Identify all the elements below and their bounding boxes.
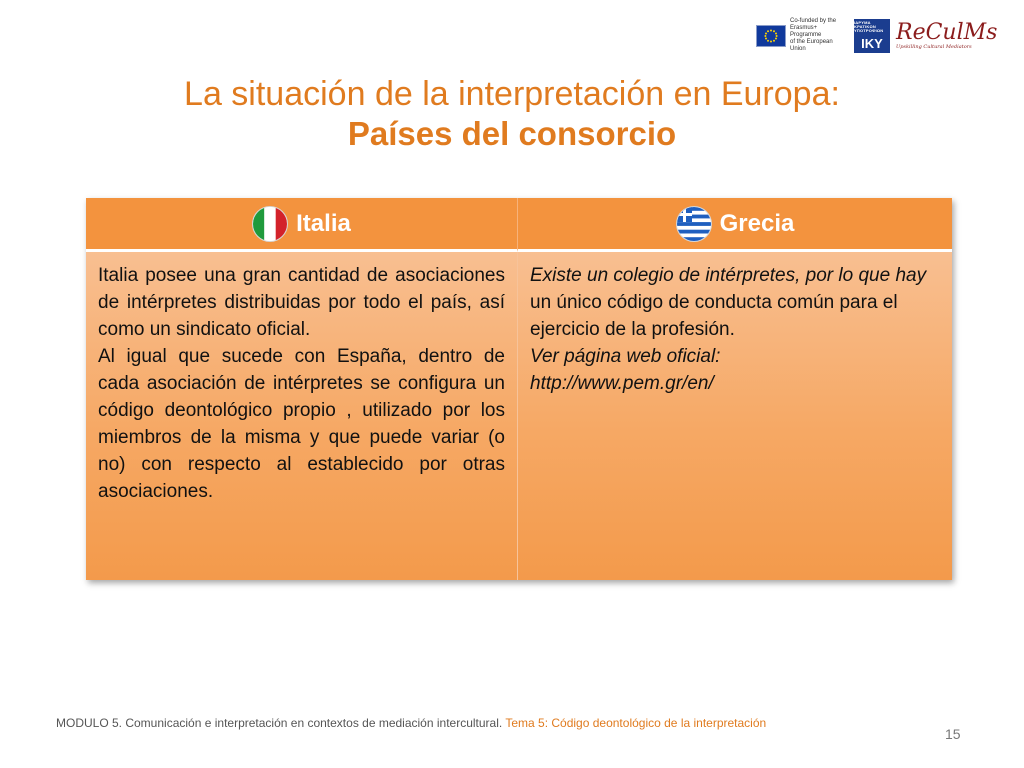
iky-logo-text: IKY xyxy=(861,35,883,51)
partner-logos xyxy=(756,18,997,53)
header-label-grecia: Grecia xyxy=(719,209,795,237)
grecia-link-url[interactable]: http://www.pem.gr/en/ xyxy=(530,373,714,394)
eu-logo-text: Co-funded by the Erasmus+ Programme of the European Union xyxy=(790,18,837,52)
slide-title xyxy=(0,74,1024,154)
slide-subtitle: Países del consorcio xyxy=(347,115,677,152)
iky-logo xyxy=(854,19,890,53)
italia-paragraph-1: Italia posee una gran cantidad de asociaciones de intérpretes distribuidas por todo el país, así como un sindicato oficial. xyxy=(98,265,505,340)
grecia-paragraph-1 xyxy=(530,262,938,343)
grecia-link-label: Ver página web oficial: xyxy=(530,346,721,367)
recult-tagline: Upskilling Cultural Mediators xyxy=(896,43,972,50)
footer-tema: Tema 5: Código deontológico de la interpretación xyxy=(505,716,767,730)
recult-logo xyxy=(896,19,998,50)
recult-logo-text: ReCulMs xyxy=(896,19,998,45)
comparison-table xyxy=(86,198,952,580)
cell-italia xyxy=(86,252,518,580)
header-cell-italia xyxy=(86,198,518,252)
header-cell-grecia xyxy=(518,198,952,252)
grecia-paragraph-1-rest: un único código de conducta común para el ejercicio de la profesión. xyxy=(530,292,898,340)
page-number: 15 xyxy=(945,726,961,742)
slide-title-line1: La situación de la interpretación en Europa: xyxy=(184,75,840,113)
cell-grecia xyxy=(518,252,952,580)
italy-flag-icon xyxy=(252,206,288,242)
footer-module: MODULO 5. Comunicación e interpretación en contextos de mediación intercultural. xyxy=(56,716,503,730)
grecia-paragraph-1-italic: Existe un colegio de intérpretes, por lo que hay xyxy=(530,265,927,286)
iky-small-text: ΙΔΡΥΜΑ ΚΡΑΤΙΚΩΝ ΥΠΟΤΡΟΦΙΩΝ xyxy=(854,19,884,33)
italia-paragraph-2: Al igual que sucede con España, dentro de cada asociación de intérpretes se configura un código deontológico propio , utilizado por los miembros de la misma y que puede variar (o no) con respecto al establecido por otras asociaciones. xyxy=(98,346,505,502)
footer xyxy=(56,716,766,730)
greece-flag-icon xyxy=(676,206,712,242)
eu-flag-icon xyxy=(756,25,786,47)
header-label-italia: Italia xyxy=(296,209,351,237)
